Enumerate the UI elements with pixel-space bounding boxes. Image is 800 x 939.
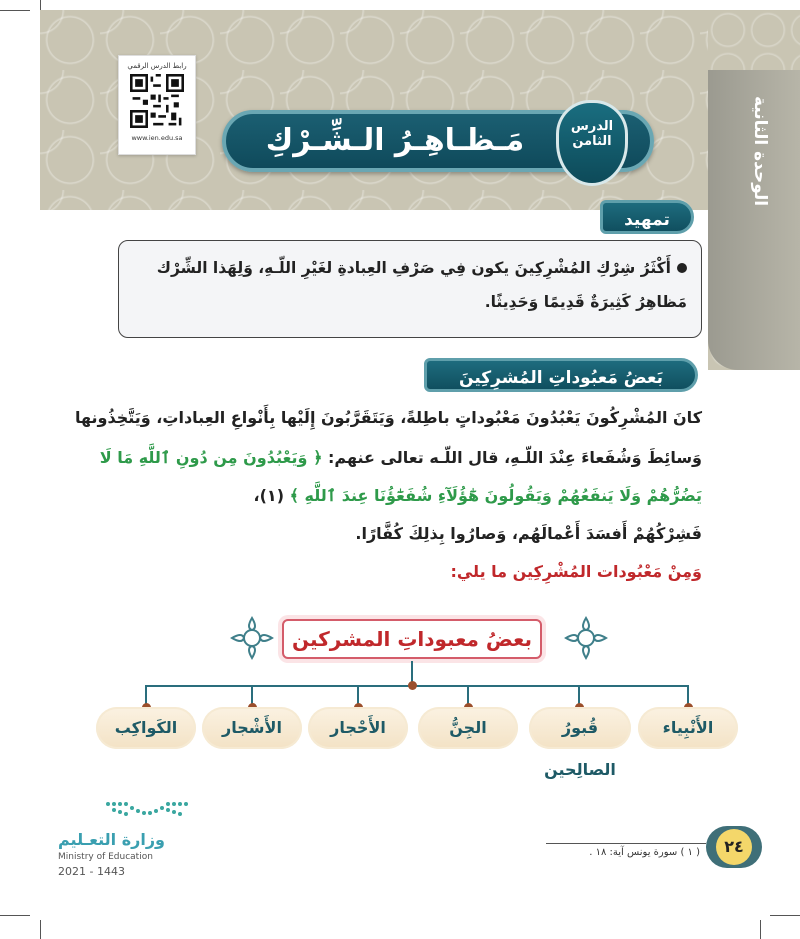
diagram-title: بعضُ معبوداتِ المشركين <box>292 627 532 651</box>
intro-heading: تمهيد <box>600 200 694 234</box>
diagram-item-graves: قُبورُ الصالِحين <box>529 707 631 749</box>
section-paragraph-line-3 <box>254 486 702 505</box>
quran-verse-part-1: ﴿ وَيَعْبُدُونَ مِن دُونِ ٱللَّهِ مَا لَا <box>99 448 323 467</box>
section-paragraph-line-4: فَشِرْكُهُمْ أَفسَدَ أَعْمالَهُم، وَصارُوا بِذلِكَ كُفَّارًا. <box>355 524 702 543</box>
intro-box <box>118 240 702 338</box>
crop-mark <box>0 915 30 916</box>
crop-mark <box>0 10 30 11</box>
diagram-item-trees: الأَشْجار <box>202 707 302 749</box>
page-number: ٢٤ <box>716 829 752 865</box>
edition-year: 2021 - 1443 <box>58 865 125 878</box>
lesson-badge-label: الدرس <box>570 119 614 134</box>
diagram-item-jinn: الجِنُّ <box>418 707 518 749</box>
footnote-divider <box>546 843 706 844</box>
diagram-item-stars: الكَواكِب <box>96 707 196 749</box>
lesson-badge-number: الثامن <box>572 134 612 149</box>
crop-mark <box>770 915 800 916</box>
crop-mark <box>760 920 761 939</box>
diagram-item-prophets: الأَنْبِياء <box>638 707 738 749</box>
crop-mark <box>40 920 41 939</box>
bullet-icon <box>677 263 687 273</box>
intro-line-1-text: أَكْثَرُ شِرْكِ المُشْرِكِينَ يكون فِي صَرْفِ العِبادةِ لغَيْرِ اللّـهِ، وَلِهَذا الشِّرْك <box>156 259 671 277</box>
section-heading: بَعضُ مَعبُوداتِ المُشرِكِينَ <box>424 358 698 392</box>
section-paragraph-line-1: كانَ المُشْرِكُونَ يَعْبُدُونَ مَعْبُوداتٍ باطِلةً، وَيَتَقَرَّبُونَ إِلَيْها بِأَنْواعِ العِباداتِ، وَيَتَّخِذُونها <box>74 408 702 427</box>
ministry-logo-icon <box>102 796 194 822</box>
ministry-name-arabic: وزارة التعـليم <box>58 830 165 849</box>
unit-label: الوحدة الثانية <box>750 95 770 207</box>
section-paragraph-text: وَسائِطَ وَشُفَعاءَ عِنْدَ اللّـهِ، قال اللّـه تعالى عنهم: <box>328 448 702 467</box>
ornament-right-icon <box>562 614 610 662</box>
digital-lesson-qr-card[interactable] <box>118 55 196 155</box>
footnote-reference: (١)، <box>253 486 284 505</box>
quran-verse-part-2: يَضُرُّهُمْ وَلَا يَنفَعُهُمْ وَيَقُولُونَ هَٰٓؤُلَآءِ شُفَعَٰٓؤُنَا عِندَ ٱللَّهِ ﴾ <box>289 486 702 505</box>
lesson-title: مَـظـاهِـرُ الـشِّـرْكِ <box>265 123 525 158</box>
section-list-intro: وَمِنْ مَعْبُودات المُشْرِكِين ما يلي: <box>450 562 702 581</box>
qr-url-link[interactable]: www.ien.edu.sa <box>131 134 183 142</box>
ministry-name-english: Ministry of Education <box>58 852 153 862</box>
qr-title: رابط الدرس الرقمي <box>127 62 187 70</box>
lesson-number-badge <box>556 100 628 186</box>
qr-code-icon[interactable] <box>130 74 184 128</box>
diagram-node-dot <box>408 681 417 690</box>
intro-line-2: مَظاهِرُ كَثِيرَةٌ قَدِيمًا وَحَدِيثًا. <box>484 293 687 311</box>
diagram-item-stones: الأَحْجار <box>308 707 408 749</box>
section-paragraph-line-2 <box>100 448 702 467</box>
footnote: ( ١ ) سورة يونس آية: ١٨ . <box>589 847 700 858</box>
ornament-left-icon <box>228 614 276 662</box>
intro-line-1 <box>133 251 687 285</box>
